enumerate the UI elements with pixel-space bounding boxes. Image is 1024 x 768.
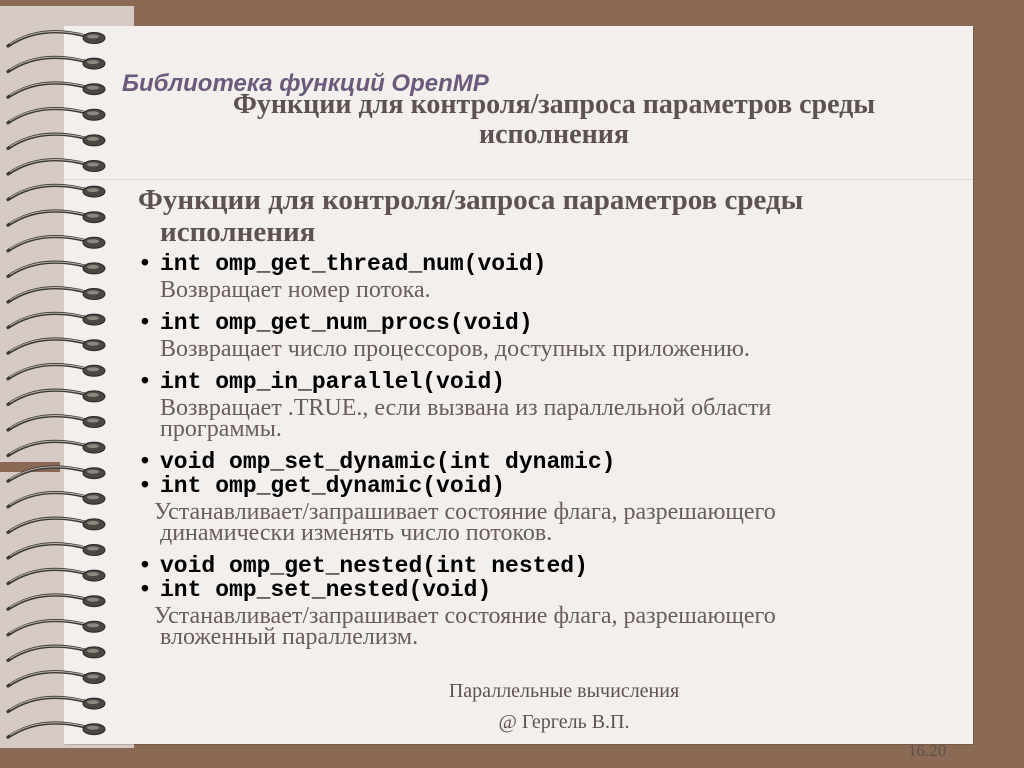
footer-author: @ Гергель В.П. xyxy=(498,711,630,733)
function-description: Устанавливает/запрашивает состояние флага, разрешающего вложенный параллелизм. xyxy=(154,603,776,650)
spiral-ring xyxy=(8,544,105,558)
page-number: 16.20 xyxy=(908,741,947,760)
list-item xyxy=(138,370,958,440)
spiral-ring xyxy=(8,672,105,686)
list-item xyxy=(138,554,958,648)
slide-page xyxy=(64,26,973,760)
spiral-ring xyxy=(8,569,105,583)
function-description: Возвращает число процессоров, доступных приложению. xyxy=(160,336,750,362)
library-title: Библиотека функций OpenMP xyxy=(122,70,489,97)
list-item xyxy=(138,252,958,301)
bullet-icon: • xyxy=(138,553,152,579)
function-description: Возвращает .TRUE., если вызвана из параллельной области программы. xyxy=(160,395,772,442)
function-signature: • int omp_in_parallel(void) xyxy=(138,369,506,395)
function-signature: • int omp_set_nested(void) xyxy=(138,577,492,603)
bullet-icon: • xyxy=(138,449,152,475)
function-description: Устанавливает/запрашивает состояние флага, разрешающего динамически изменять число потоков. xyxy=(154,499,776,546)
function-signature: • int omp_get_thread_num(void) xyxy=(138,251,547,277)
title-divider xyxy=(64,179,973,180)
spiral-ring xyxy=(8,595,105,609)
list-item xyxy=(138,311,958,360)
spiral-ring xyxy=(8,160,105,174)
spiral-ring xyxy=(8,211,105,225)
spiral-binding-icon xyxy=(0,22,110,752)
spiral-ring xyxy=(8,185,105,199)
function-signature: • int omp_get_num_procs(void) xyxy=(138,310,533,336)
spiral-ring xyxy=(8,441,105,455)
spiral-ring xyxy=(8,492,105,506)
spiral-ring xyxy=(8,32,105,46)
spiral-ring xyxy=(8,467,105,481)
spiral-ring xyxy=(8,236,105,250)
spiral-ring xyxy=(8,83,105,97)
bullet-icon: • xyxy=(138,577,152,603)
bullet-icon: • xyxy=(138,369,152,395)
footer-course: Параллельные вычисления xyxy=(448,680,680,702)
bullet-icon: • xyxy=(138,310,152,336)
function-signature: • int omp_get_dynamic(void) xyxy=(138,473,506,499)
function-signature: • void omp_get_nested(int nested) xyxy=(138,553,588,579)
spiral-ring xyxy=(8,620,105,634)
function-signature: • void omp_set_dynamic(int dynamic) xyxy=(138,449,616,475)
spiral-ring xyxy=(8,57,105,71)
spiral-ring xyxy=(8,288,105,302)
spiral-ring xyxy=(8,108,105,122)
spiral-ring xyxy=(8,416,105,430)
spiral-ring xyxy=(8,364,105,378)
spiral-ring xyxy=(8,646,105,660)
list-item xyxy=(138,450,958,544)
spiral-ring xyxy=(8,134,105,148)
spiral-ring xyxy=(8,697,105,711)
spiral-ring xyxy=(8,518,105,532)
slide-content xyxy=(138,184,958,658)
bullet-icon: • xyxy=(138,473,152,499)
spiral-ring xyxy=(8,313,105,327)
section-heading: Функции для контроля/запроса параметров среды исполнения xyxy=(138,184,804,248)
function-description: Возвращает номер потока. xyxy=(160,277,431,303)
slide-title: Функции для контроля/запроса параметров среды исполнения xyxy=(232,89,876,150)
spiral-ring xyxy=(8,723,105,737)
spiral-ring xyxy=(8,390,105,404)
spiral-ring xyxy=(8,339,105,353)
bullet-icon: • xyxy=(138,251,152,277)
spiral-ring xyxy=(8,262,105,276)
footer xyxy=(364,676,764,738)
